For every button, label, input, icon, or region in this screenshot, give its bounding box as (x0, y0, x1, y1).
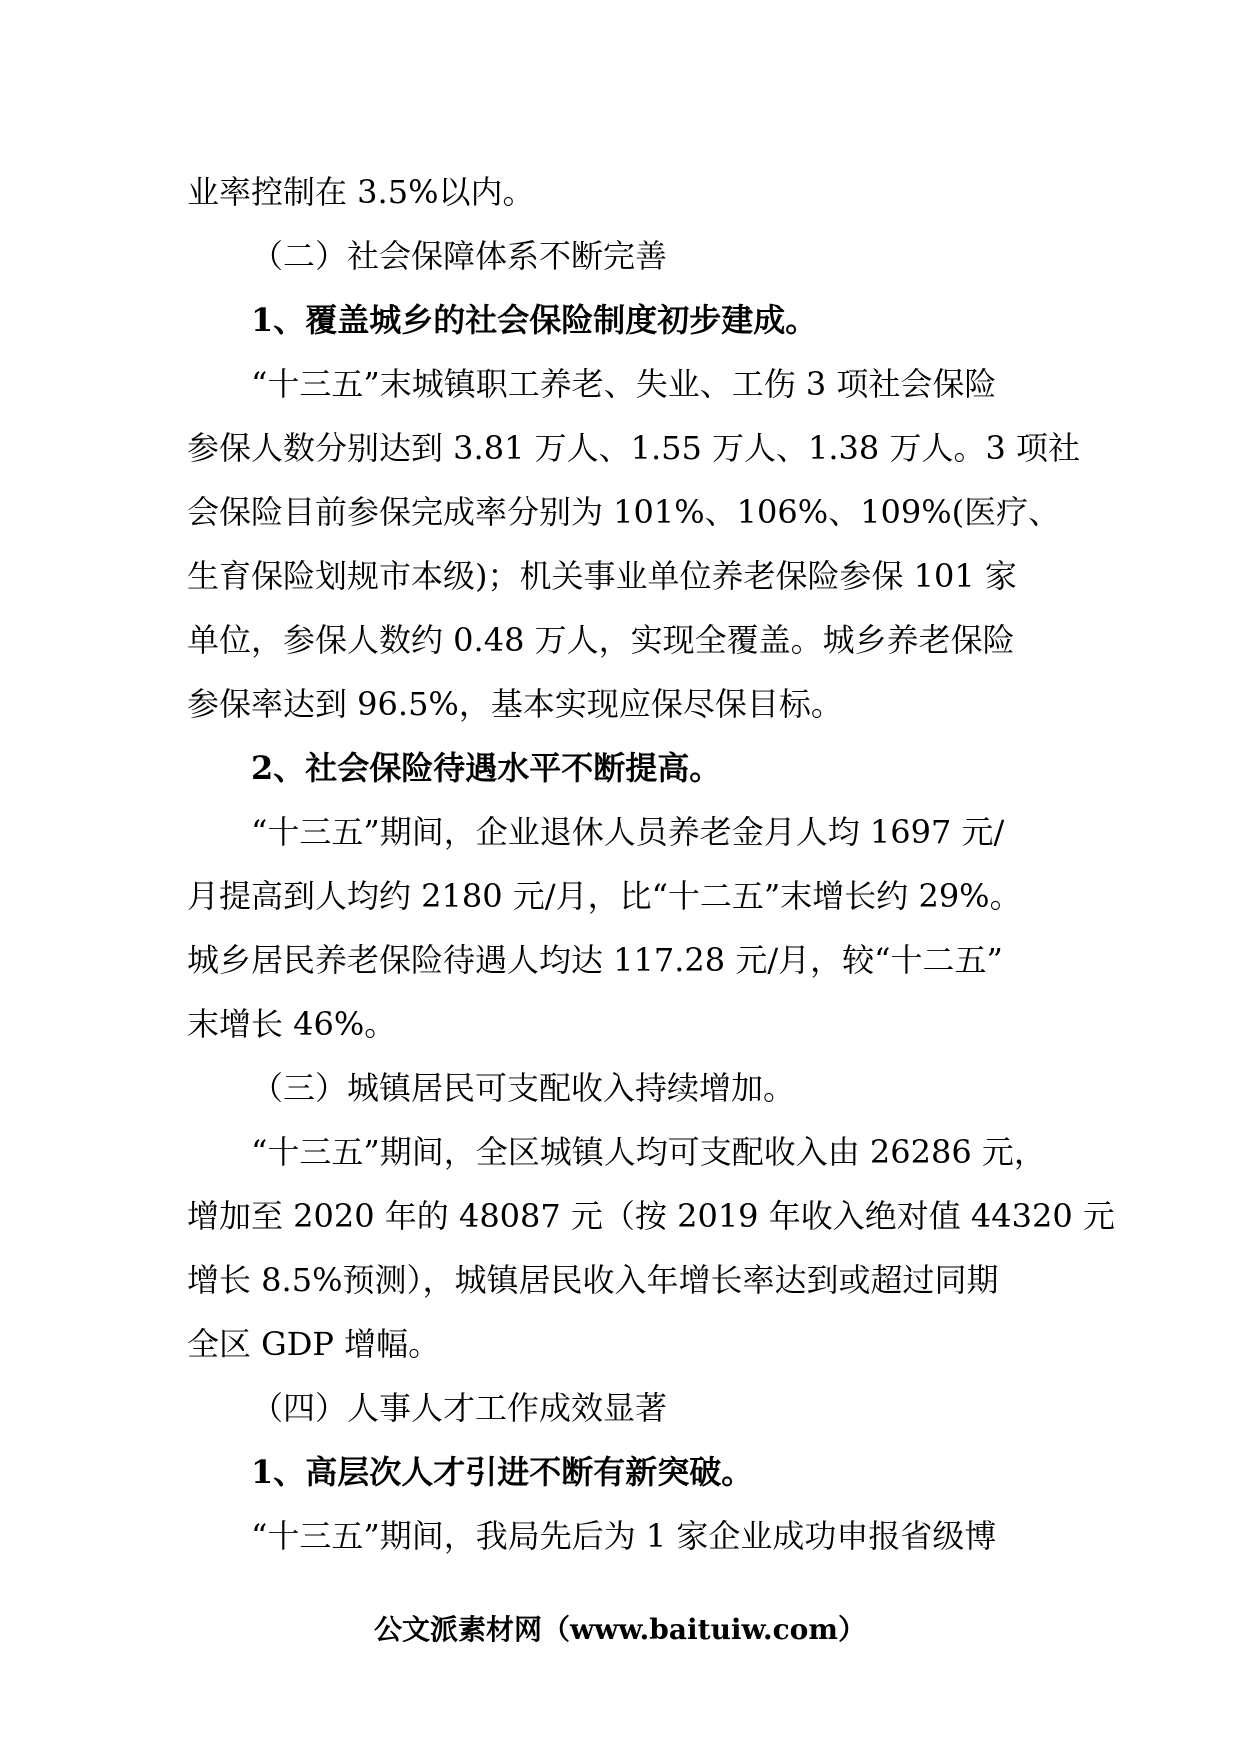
text-line: 月提高到人均约 2180 元/月，比“十二五”末增长约 29%。 (187, 877, 1022, 915)
text-line: 生育保险划规市本级)；机关事业单位养老保险参保 101 家 (187, 557, 1017, 595)
text-line: “十三五”期间，我局先后为 1 家企业成功申报省级博 (251, 1517, 997, 1555)
text-line: 参保率达到 96.5%，基本实现应保尽保目标。 (187, 685, 843, 723)
text-line: 增长 8.5%预测），城镇居民收入年增长率达到或超过同期 (187, 1261, 999, 1299)
text-line: 业率控制在 3.5%以内。 (187, 173, 535, 211)
document-body (187, 160, 1115, 1568)
text-line: 2、社会保险待遇水平不断提高。 (251, 749, 722, 787)
text-line: “十三五”期间，全区城镇人均可支配收入由 26286 元， (251, 1133, 1046, 1171)
text-line: 末增长 46%。 (187, 1005, 397, 1043)
text-line: 参保人数分别达到 3.81 万人、1.55 万人、1.38 万人。3 项社 (187, 429, 1080, 467)
text-line: “十三五”末城镇职工养老、失业、工伤 3 项社会保险 (251, 365, 997, 403)
text-line: 会保险目前参保完成率分别为 101%、106%、109%(医疗、 (187, 493, 1061, 531)
text-line: 单位，参保人数约 0.48 万人，实现全覆盖。城乡养老保险 (187, 621, 1015, 659)
text-line: （二）社会保障体系不断完善 (251, 237, 668, 275)
text-line: “十三五”期间，企业退休人员养老金月人均 1697 元/ (251, 813, 1005, 851)
text-line: 1、高层次人才引进不断有新突破。 (251, 1453, 754, 1491)
footer-watermark: 公文派素材网（www.baituiw.com） (374, 1613, 866, 1646)
text-line: 全区 GDP 增幅。 (187, 1325, 441, 1363)
text-line: （四）人事人才工作成效显著 (251, 1389, 668, 1427)
text-line: 增加至 2020 年的 48087 元（按 2019 年收入绝对值 44320 元 (187, 1197, 1115, 1235)
text-line: 1、覆盖城乡的社会保险制度初步建成。 (251, 301, 818, 339)
text-line: 城乡居民养老保险待遇人均达 117.28 元/月，较“十二五” (187, 941, 1003, 979)
text-line: （三）城镇居民可支配收入持续增加。 (251, 1069, 796, 1107)
